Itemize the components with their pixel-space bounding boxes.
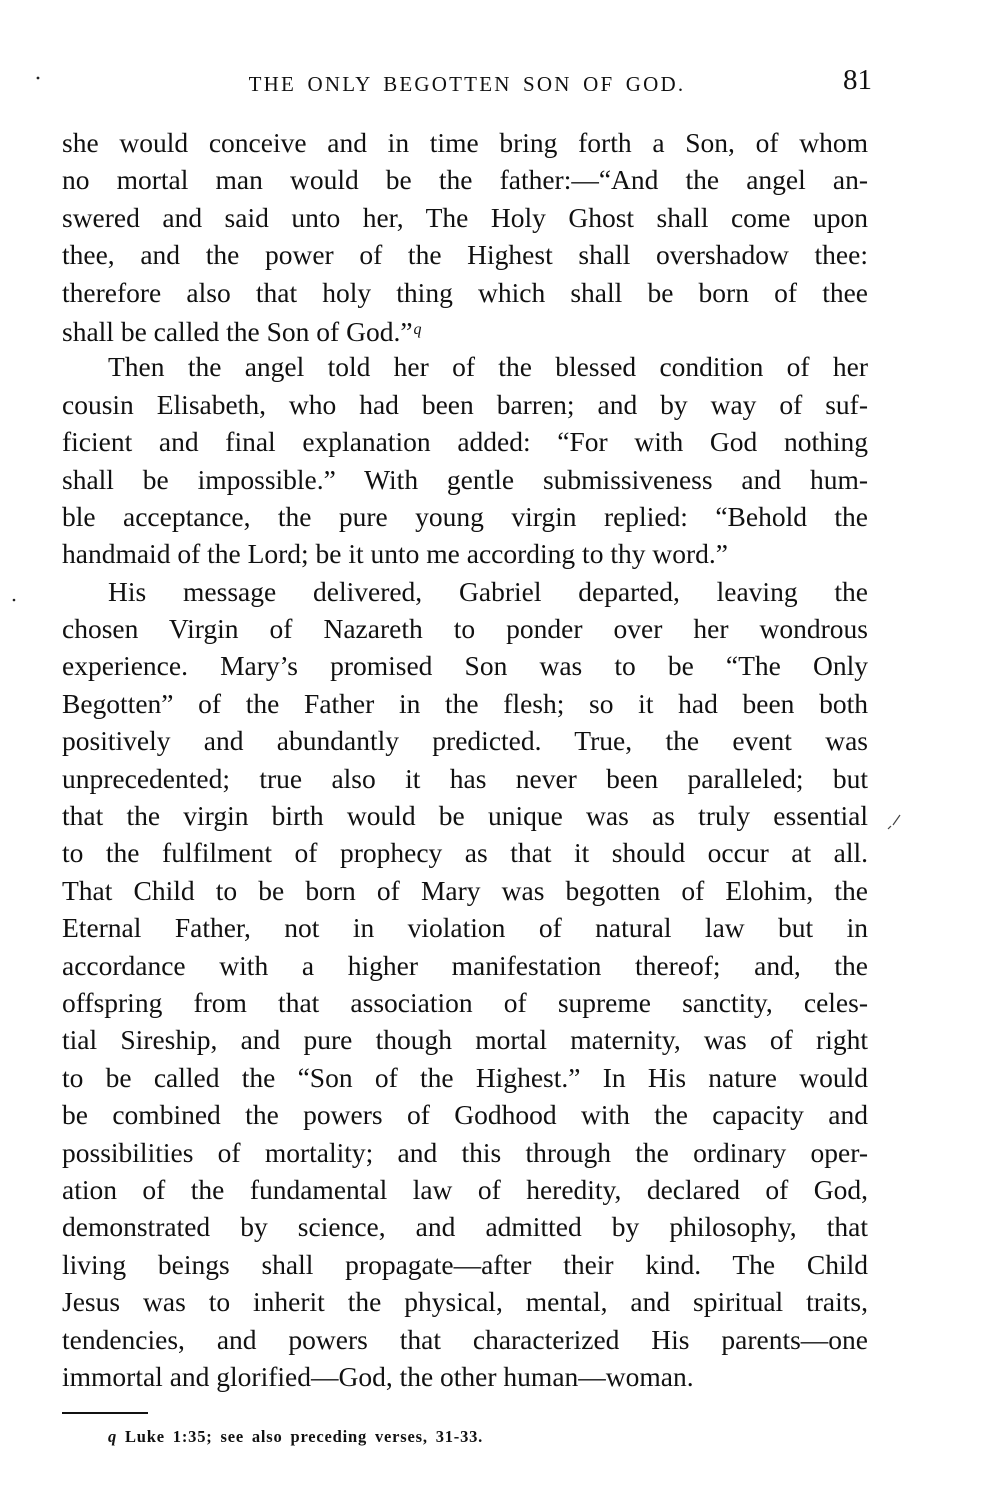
text-line: to be called the “Son of the Highest.” In His nature would: [62, 1061, 868, 1093]
text-line: ble acceptance, the pure young virgin replied: “Behold the: [62, 500, 868, 532]
running-title: THE ONLY BEGOTTEN SON OF GOD.: [248, 72, 686, 96]
paragraph-end-line: immortal and glorified—God, the other human—woman.: [62, 1360, 694, 1392]
footnote-rule: [62, 1412, 148, 1414]
text-line: thee, and the power of the Highest shall overshadow thee:: [62, 239, 868, 271]
running-head: [62, 64, 872, 104]
text-line: offspring from that association of supreme sanctity, celes-: [62, 986, 868, 1018]
text-line: shall be impossible.” With gentle submissiveness and hum-: [62, 463, 868, 495]
text-line: possibilities of mortality; and this through the ordinary oper-: [62, 1136, 868, 1168]
text-line: Begotten” of the Father in the flesh; so it had been both: [62, 687, 868, 719]
text-line: positively and abundantly predicted. True, the event was: [62, 725, 868, 757]
text-line: no mortal man would be the father:—“And the angel an-: [62, 164, 868, 196]
footnote-text: Luke 1:35; see also preceding verses, 31-33.: [125, 1427, 484, 1446]
text-line: living beings shall propagate—after their kind. The Child: [62, 1248, 868, 1280]
scan-mark: [888, 815, 900, 829]
text-line: That Child to be born of Mary was begotten of Elohim, the: [62, 874, 868, 906]
text-line: she would conceive and in time bring forth a Son, of whom: [62, 127, 868, 158]
paragraph-end-line: handmaid of the Lord; be it unto me according to thy word.”: [62, 538, 728, 570]
text-line: chosen Virgin of Nazareth to ponder over her wondrous: [62, 613, 868, 645]
text-line: Jesus was to inherit the physical, mental, and spiritual traits,: [62, 1286, 868, 1318]
text-line: be combined the powers of Godhood with the capacity and: [62, 1099, 868, 1131]
paragraph-start-line: His message delivered, Gabriel departed, leaving the: [108, 575, 868, 607]
text-line: swered and said unto her, The Holy Ghost shall come upon: [62, 201, 868, 233]
text-line: Eternal Father, not in violation of natural law but in: [62, 912, 868, 944]
paragraph-start-line: Then the angel told her of the blessed condition of her: [108, 351, 868, 383]
text-line: ficient and final explanation added: “For with God nothing: [62, 426, 868, 458]
footnote-reference[interactable]: q: [413, 320, 422, 338]
text-line: experience. Mary’s promised Son was to be “The Only: [62, 650, 868, 682]
scan-speck: [37, 77, 40, 80]
text-line: therefore also that holy thing which shall be born of thee: [62, 276, 868, 308]
footnote-mark: q: [108, 1427, 118, 1446]
body-text: [62, 124, 868, 1395]
page-number: 81: [843, 64, 872, 96]
text-line: demonstrated by science, and admitted by philosophy, that: [62, 1211, 868, 1243]
footnote: [108, 1427, 483, 1447]
text-line: tendencies, and powers that characterized His parents—one: [62, 1323, 868, 1355]
scan-speck: [13, 599, 16, 602]
text-line: shall be called the Son of God.”: [62, 315, 413, 347]
text-line: ation of the fundamental law of heredity, declared of God,: [62, 1173, 868, 1205]
text-line: to the fulfilment of prophecy as that it should occur at all.: [62, 837, 868, 869]
text-line: cousin Elisabeth, who had been barren; and by way of suf-: [62, 388, 868, 420]
text-line: tial Sireship, and pure though mortal maternity, was of right: [62, 1024, 868, 1056]
text-line: accordance with a higher manifestation thereof; and, the: [62, 949, 868, 981]
text-line: that the virgin birth would be unique was as truly essential: [62, 800, 868, 832]
paragraph-end-line: [62, 311, 868, 348]
text-line: unprecedented; true also it has never been paralleled; but: [62, 762, 868, 794]
